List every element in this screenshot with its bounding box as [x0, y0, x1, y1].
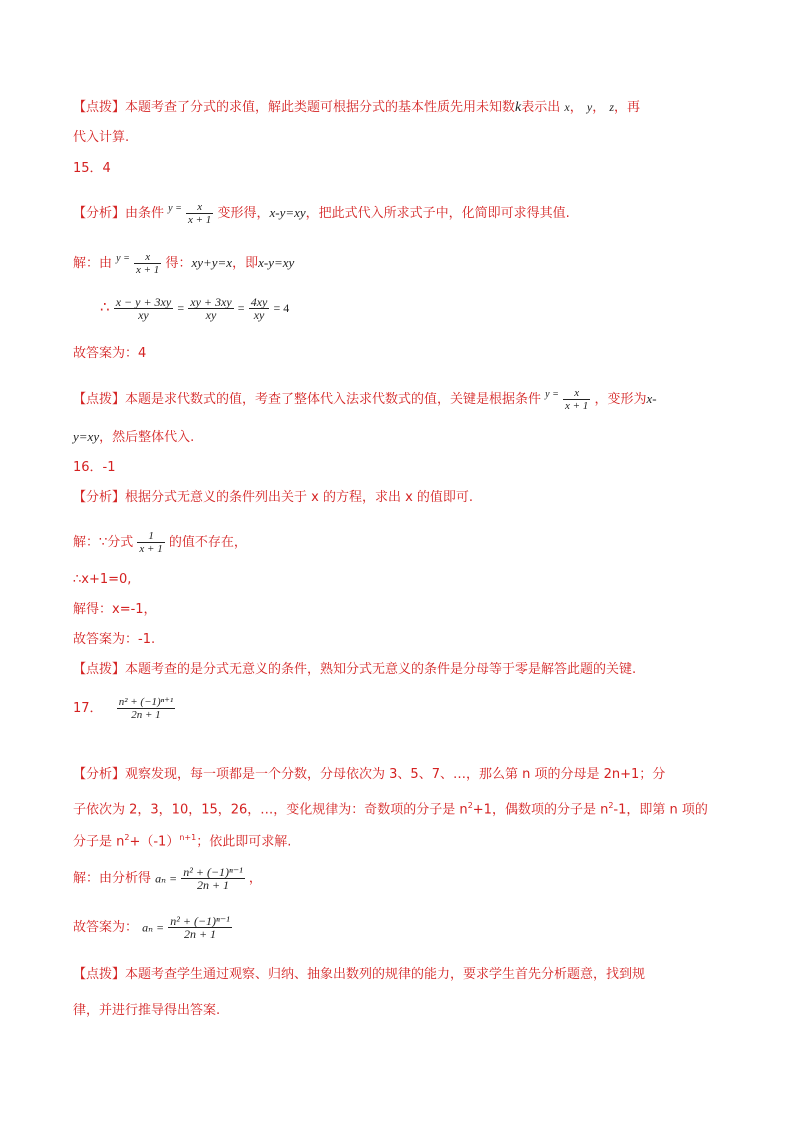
analysis-15 — [73, 200, 570, 226]
frac-num: 1 — [148, 530, 154, 542]
equals: = — [237, 301, 245, 315]
cond-fraction — [563, 387, 590, 412]
frac-den: x + 1 — [565, 400, 589, 412]
tip-text: 表示出 — [521, 100, 561, 115]
analysis-label: 【分析】 — [73, 767, 126, 782]
sol-text: 的值不存在， — [168, 535, 247, 550]
tip-14-line1 — [73, 98, 640, 117]
var-x: x — [564, 100, 570, 114]
solution-15 — [73, 250, 294, 276]
var-z: z — [609, 100, 615, 114]
frac-den: 2n + 1 — [117, 708, 176, 721]
cond-fraction — [186, 201, 213, 226]
tip-text: ，然后整体代入. — [99, 430, 195, 445]
sol-text: 解：由分析得 — [73, 871, 152, 886]
answer-17-fraction — [117, 696, 176, 721]
frac-num: n² + (−1)ⁿ⁻¹ — [170, 914, 230, 928]
derivation-15 — [100, 296, 289, 321]
tip-text: 本题考查学生通过观察、归纳、抽象出数列的规律的能力，要求学生首先分析题意，找到规 — [125, 967, 646, 982]
analysis-text: +1，偶数项的分子是 n — [472, 802, 609, 818]
frac-num: x — [145, 251, 151, 263]
eq: x- — [646, 391, 657, 406]
sol-text: 得： — [165, 256, 192, 271]
analysis-17-line3 — [73, 829, 291, 851]
analysis-label: 【分析】 — [73, 490, 126, 505]
tip-label: 【点拨】 — [73, 100, 126, 115]
sol-text: ，即 — [232, 256, 259, 271]
a-n: aₙ = — [142, 920, 165, 935]
fraction-1 — [114, 296, 174, 321]
solution-16 — [73, 530, 247, 555]
frac-num: x − y + 3xy — [115, 295, 172, 309]
analysis-text: +（-1） — [129, 834, 180, 850]
frac-den: x + 1 — [188, 214, 212, 226]
frac-den: 2n + 1 — [168, 927, 232, 940]
tip-label: 【点拨】 — [73, 662, 126, 677]
solution-17 — [73, 866, 262, 891]
step-16-1: ∴x+1=0, — [73, 572, 132, 587]
tip-text: ，再 — [614, 100, 641, 115]
frac-den: xy — [188, 308, 233, 321]
equals-result: = 4 — [273, 301, 290, 315]
eq: y=xy — [73, 429, 100, 444]
analysis-17-line2 — [73, 797, 708, 819]
superscript: 2 — [608, 801, 614, 810]
superscript: 2 — [124, 833, 130, 842]
answer-15: 故答案为：4 — [73, 346, 147, 361]
frac-num: xy + 3xy — [190, 295, 232, 309]
cond-lhs: y = — [116, 253, 130, 264]
fraction — [137, 530, 164, 555]
frac-den: x + 1 — [135, 264, 160, 276]
frac-num: x — [197, 201, 203, 213]
frac-num: n² + (−1)ⁿ⁺¹ — [118, 696, 174, 708]
tip-label: 【点拨】 — [73, 967, 126, 982]
a-n: aₙ = — [155, 871, 178, 886]
cond-lhs: y = — [168, 203, 182, 214]
var-k: k — [515, 100, 522, 115]
tip-text: 本题考查了分式的求值，解此类题可根据分式的基本性质先用未知数 — [125, 100, 516, 115]
analysis-text: 分子是 n — [73, 834, 125, 850]
solution-fraction — [181, 866, 245, 891]
sol-text: 解：由 — [73, 256, 113, 271]
therefore-symbol: ∴ — [100, 298, 110, 316]
eq: x-y=xy — [258, 255, 295, 270]
answer-fraction — [168, 915, 232, 940]
tip-label: 【点拨】 — [73, 392, 126, 407]
frac-den: xy — [249, 308, 270, 321]
comma: ， — [592, 100, 606, 115]
frac-den: xy — [114, 308, 174, 321]
tip-17-line1 — [73, 966, 645, 984]
tip-15-line1 — [73, 386, 657, 412]
frac-den: 2n + 1 — [181, 878, 245, 891]
eq: xy+y=x — [191, 255, 233, 270]
step-16-2: 解得：x=-1， — [73, 602, 157, 617]
cond-lhs: y = — [545, 389, 559, 400]
tip-15-line2 — [73, 428, 194, 447]
frac-den: x + 1 — [139, 543, 163, 555]
analysis-label: 【分析】 — [73, 206, 126, 221]
sol-text: ， — [248, 871, 262, 886]
tip-14-line2: 代入计算. — [73, 130, 130, 145]
tip-text: 本题是求代数式的值，考查了整体代入法求代数式的值，关键是根据条件 — [125, 392, 542, 407]
analysis-text: -1，即第 n 项的 — [613, 802, 708, 818]
var-y: y — [586, 100, 593, 114]
analysis-text: ；依此即可求解. — [196, 834, 292, 850]
analysis-16 — [73, 489, 473, 507]
analysis-text: 根据分式无意义的条件列出关于 x 的方程，求出 x 的值即可. — [125, 490, 474, 505]
equals: = — [177, 301, 185, 315]
analysis-text: 由条件 — [125, 206, 165, 221]
answer-16-number: 16．-1 — [73, 460, 116, 475]
analysis-text: 观察发现，每一项都是一个分数，分母依次为 3、5、7、…，那么第 n 项的分母是 2n+1；分 — [125, 767, 666, 782]
analysis-text: 变形得， — [217, 206, 270, 221]
frac-num: 4xy — [250, 295, 268, 309]
answer-15-number: 15．4 — [73, 161, 111, 176]
answer-17-final — [73, 915, 232, 940]
cond-fraction — [134, 251, 161, 276]
frac-num: x — [574, 387, 580, 399]
tip-16 — [73, 661, 636, 679]
analysis-17-line1 — [73, 766, 665, 784]
analysis-text: ，把此式代入所求式子中，化简即可求得其值. — [305, 206, 570, 221]
tip-17-line2: 律，并进行推导得出答案. — [73, 1003, 221, 1018]
analysis-text: 子依次为 2，3，10，15，26，…，变化规律为：奇数项的分子是 n — [73, 802, 468, 818]
superscript: 2 — [467, 801, 473, 810]
answer-text: 故答案为： — [73, 920, 139, 935]
tip-text: 本题考查的是分式无意义的条件，熟知分式无意义的条件是分母等于零是解答此题的关键. — [125, 662, 637, 677]
fraction-3 — [249, 296, 270, 321]
fraction-2 — [188, 296, 233, 321]
frac-num: n² + (−1)ⁿ⁻¹ — [183, 865, 243, 879]
tip-text: ，变形为 — [594, 392, 647, 407]
answer-17 — [73, 696, 175, 721]
superscript: n+1 — [179, 833, 197, 842]
eq: x-y=xy — [269, 205, 306, 220]
answer-16: 故答案为：-1. — [73, 632, 156, 647]
sol-text: 解：∵分式 — [73, 535, 134, 550]
comma: ， — [569, 100, 583, 115]
answer-17-number: 17． — [73, 700, 103, 716]
